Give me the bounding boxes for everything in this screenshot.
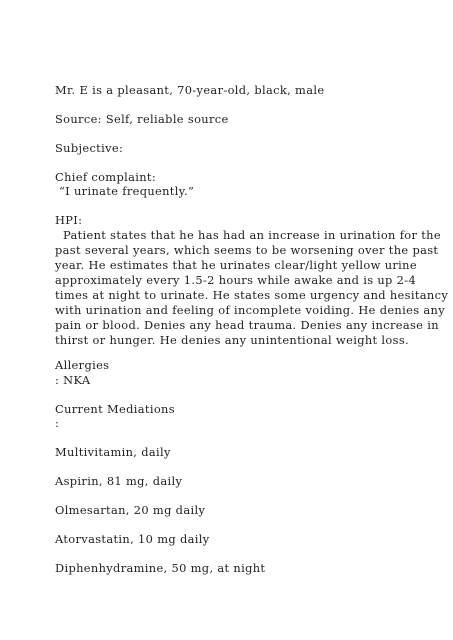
hpi-line: past several years, which seems to be worsening over the past xyxy=(55,243,439,257)
medication-item: Diphenhydramine, 50 mg, at night xyxy=(55,561,266,575)
patient-intro: Mr. E is a pleasant, 70-year-old, black, male xyxy=(55,83,325,97)
subjective-heading: Subjective: xyxy=(55,141,124,155)
chief-complaint-heading: Chief complaint: xyxy=(55,170,157,184)
hpi-line: times at night to urinate. He states some urgency and hesitancy xyxy=(55,288,449,302)
medications-heading: Current Mediations xyxy=(55,402,175,416)
hpi-line: with urination and feeling of incomplete voiding. He denies any xyxy=(55,303,445,317)
hpi-line: year. He estimates that he urinates clear/light yellow urine xyxy=(55,258,417,272)
medication-item: Atorvastatin, 10 mg daily xyxy=(55,532,210,546)
chief-complaint-quote: “I urinate frequently.” xyxy=(55,184,195,198)
hpi-line: pain or blood. Denies any head trauma. Denies any increase in xyxy=(55,318,439,332)
hpi-line: approximately every 1.5-2 hours while awake and is up 2-4 xyxy=(55,273,417,287)
hpi-heading: HPI: xyxy=(55,213,83,227)
source-line: Source: Self, reliable source xyxy=(55,112,229,126)
allergies-value: : NKA xyxy=(55,373,91,387)
medication-item: Multivitamin, daily xyxy=(55,445,171,459)
medication-item: Olmesartan, 20 mg daily xyxy=(55,503,206,517)
hpi-line: Patient states that he has had an increase in urination for the xyxy=(55,228,441,242)
allergies-heading: Allergies xyxy=(55,358,110,372)
hpi-line: thirst or hunger. He denies any unintentional weight loss. xyxy=(55,333,409,347)
medications-colon: : xyxy=(55,416,60,430)
medication-item: Aspirin, 81 mg, daily xyxy=(55,474,183,488)
